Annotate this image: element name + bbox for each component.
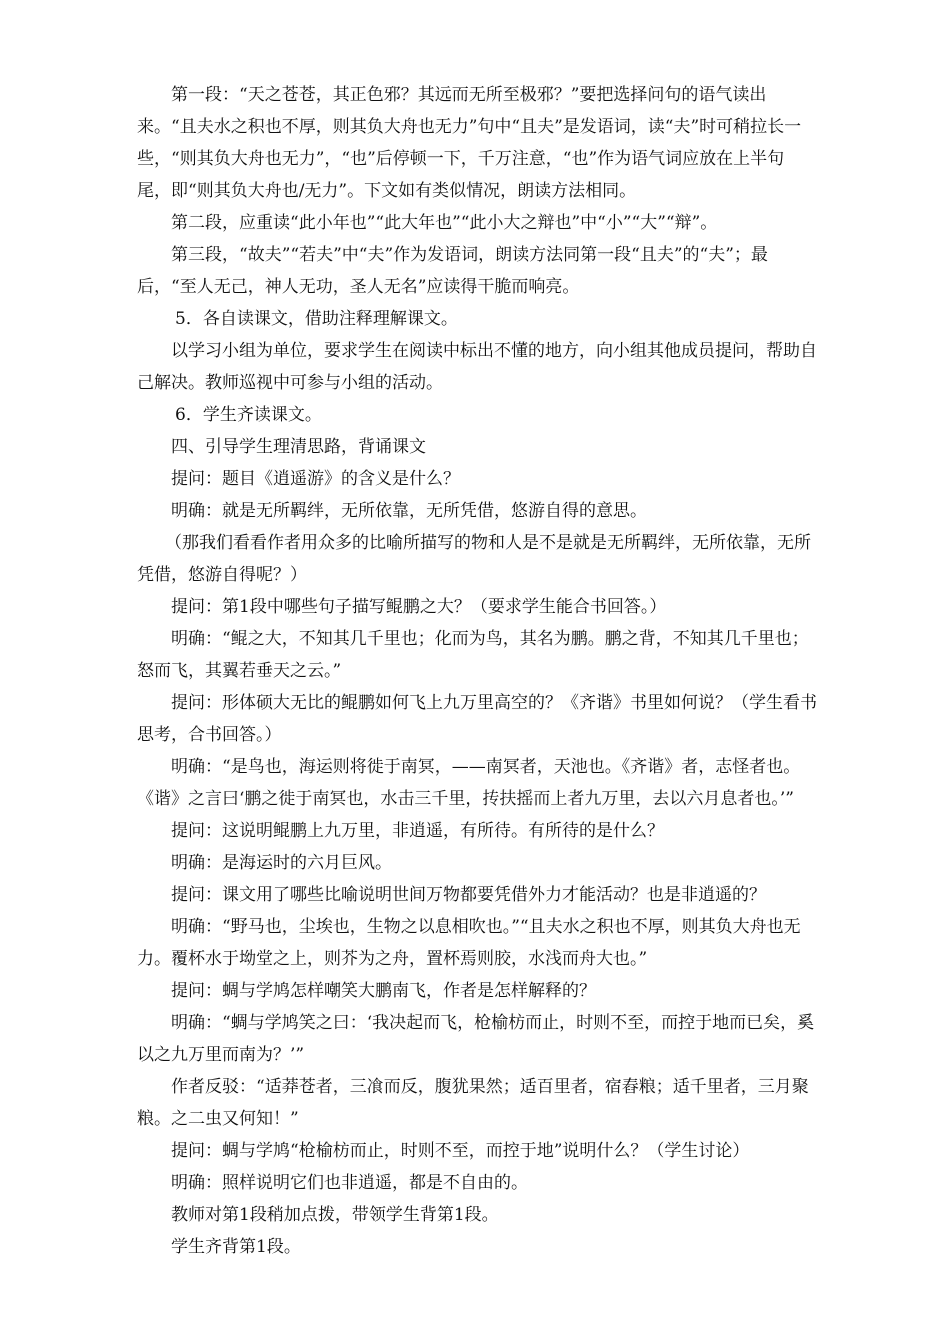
section-4-heading: 四、引导学生理清思路，背诵课文 xyxy=(171,437,426,457)
step-6-heading: 6．学生齐读课文。 xyxy=(175,405,322,425)
answer-2: 明确：“鲲之大，不知其几千里也；化而为鸟，其名为鹏。鹏之背，不知其几千里也；怒而飞，其翼若垂天之云。” xyxy=(137,629,809,681)
step-5-heading: 5．各自读课文，借助注释理解课文。 xyxy=(175,309,458,329)
paragraph-2: 第二段，应重读“此小年也”“此大年也”“此小大之辩也”中“小”“大”“辩”。 xyxy=(171,213,718,233)
paragraph-1: 第一段：“天之苍苍，其正色邪？其远而无所至极邪？”要把选择问句的语气读出来。“且夫水之积也不厚，则其负大舟也无力”句中“且夫”是发语词，读“夫”时可稍拉长一些，“则其负大舟也无力”，“也”后停顿一下，千万注意，“也”作为语气词应放在上半句尾，即“则其负大舟也/无力”。下文如有类似情况，朗读方法相同。 xyxy=(137,85,802,201)
answer-1: 明确：就是无所羁绊，无所依靠，无所凭借，悠游自得的意思。 xyxy=(171,501,647,521)
author-rebuttal: 作者反驳：“适莽苍者，三飡而反，腹犹果然；适百里者，宿舂粮；适千里者，三月聚粮。之二虫又何知！” xyxy=(137,1077,809,1129)
document-body xyxy=(137,79,817,1263)
paragraph-5: 以学习小组为单位，要求学生在阅读中标出不懂的地方，向小组其他成员提问，帮助自己解决。教师巡视中可参与小组的活动。 xyxy=(137,341,817,393)
answer-4: 明确：是海运时的六月巨风。 xyxy=(171,853,392,873)
teacher-note: 教师对第1段稍加点拨，带领学生背第1段。 xyxy=(171,1205,499,1225)
question-3: 提问：形体硕大无比的鲲鹏如何飞上九万里高空的？《齐谐》书里如何说？（学生看书思考，合书回答。） xyxy=(137,693,817,745)
class-recitation: 学生齐背第1段。 xyxy=(171,1237,301,1257)
question-2: 提问：第1段中哪些句子描写鲲鹏之大？（要求学生能合书回答。） xyxy=(171,597,667,617)
question-6: 提问：蜩与学鸠怎样嘲笑大鹏南飞，作者是怎样解释的？ xyxy=(171,981,596,1001)
answer-3: 明确：“是鸟也，海运则将徙于南冥，——南冥者，天池也。《齐谐》者，志怪者也。《谐》之言曰‘鹏之徙于南冥也，水击三千里，抟扶摇而上者九万里，去以六月息者也。’” xyxy=(137,757,801,809)
question-7: 提问：蜩与学鸠“枪榆枋而止，时则不至，而控于地”说明什么？（学生讨论） xyxy=(171,1141,750,1161)
question-4: 提问：这说明鲲鹏上九万里，非逍遥，有所待。有所待的是什么？ xyxy=(171,821,664,841)
paragraph-3: 第三段，“故夫”“若夫”中“夫”作为发语词，朗读方法同第一段“且夫”的“夫”；最后，“至人无己，神人无功，圣人无名”应读得干脆而响亮。 xyxy=(137,245,768,297)
parenthetical-note: （那我们看看作者用众多的比喻所描写的物和人是不是就是无所羁绊，无所依靠，无所凭借，悠游自得呢？） xyxy=(137,533,811,585)
question-5: 提问：课文用了哪些比喻说明世间万物都要凭借外力才能活动？也是非逍遥的？ xyxy=(171,885,766,905)
answer-6: 明确：“蜩与学鸠笑之曰：‘我决起而飞，枪榆枋而止，时则不至，而控于地而已矣，奚以之九万里而南为？’” xyxy=(137,1013,815,1065)
answer-5: 明确：“野马也，尘埃也，生物之以息相吹也。”“且夫水之积也不厚，则其负大舟也无力。覆杯水于坳堂之上，则芥为之舟，置杯焉则胶，水浅而舟大也。” xyxy=(137,917,801,969)
answer-7: 明确：照样说明它们也非逍遥，都是不自由的。 xyxy=(171,1173,528,1193)
question-1: 提问：题目《逍遥游》的含义是什么？ xyxy=(171,469,460,489)
